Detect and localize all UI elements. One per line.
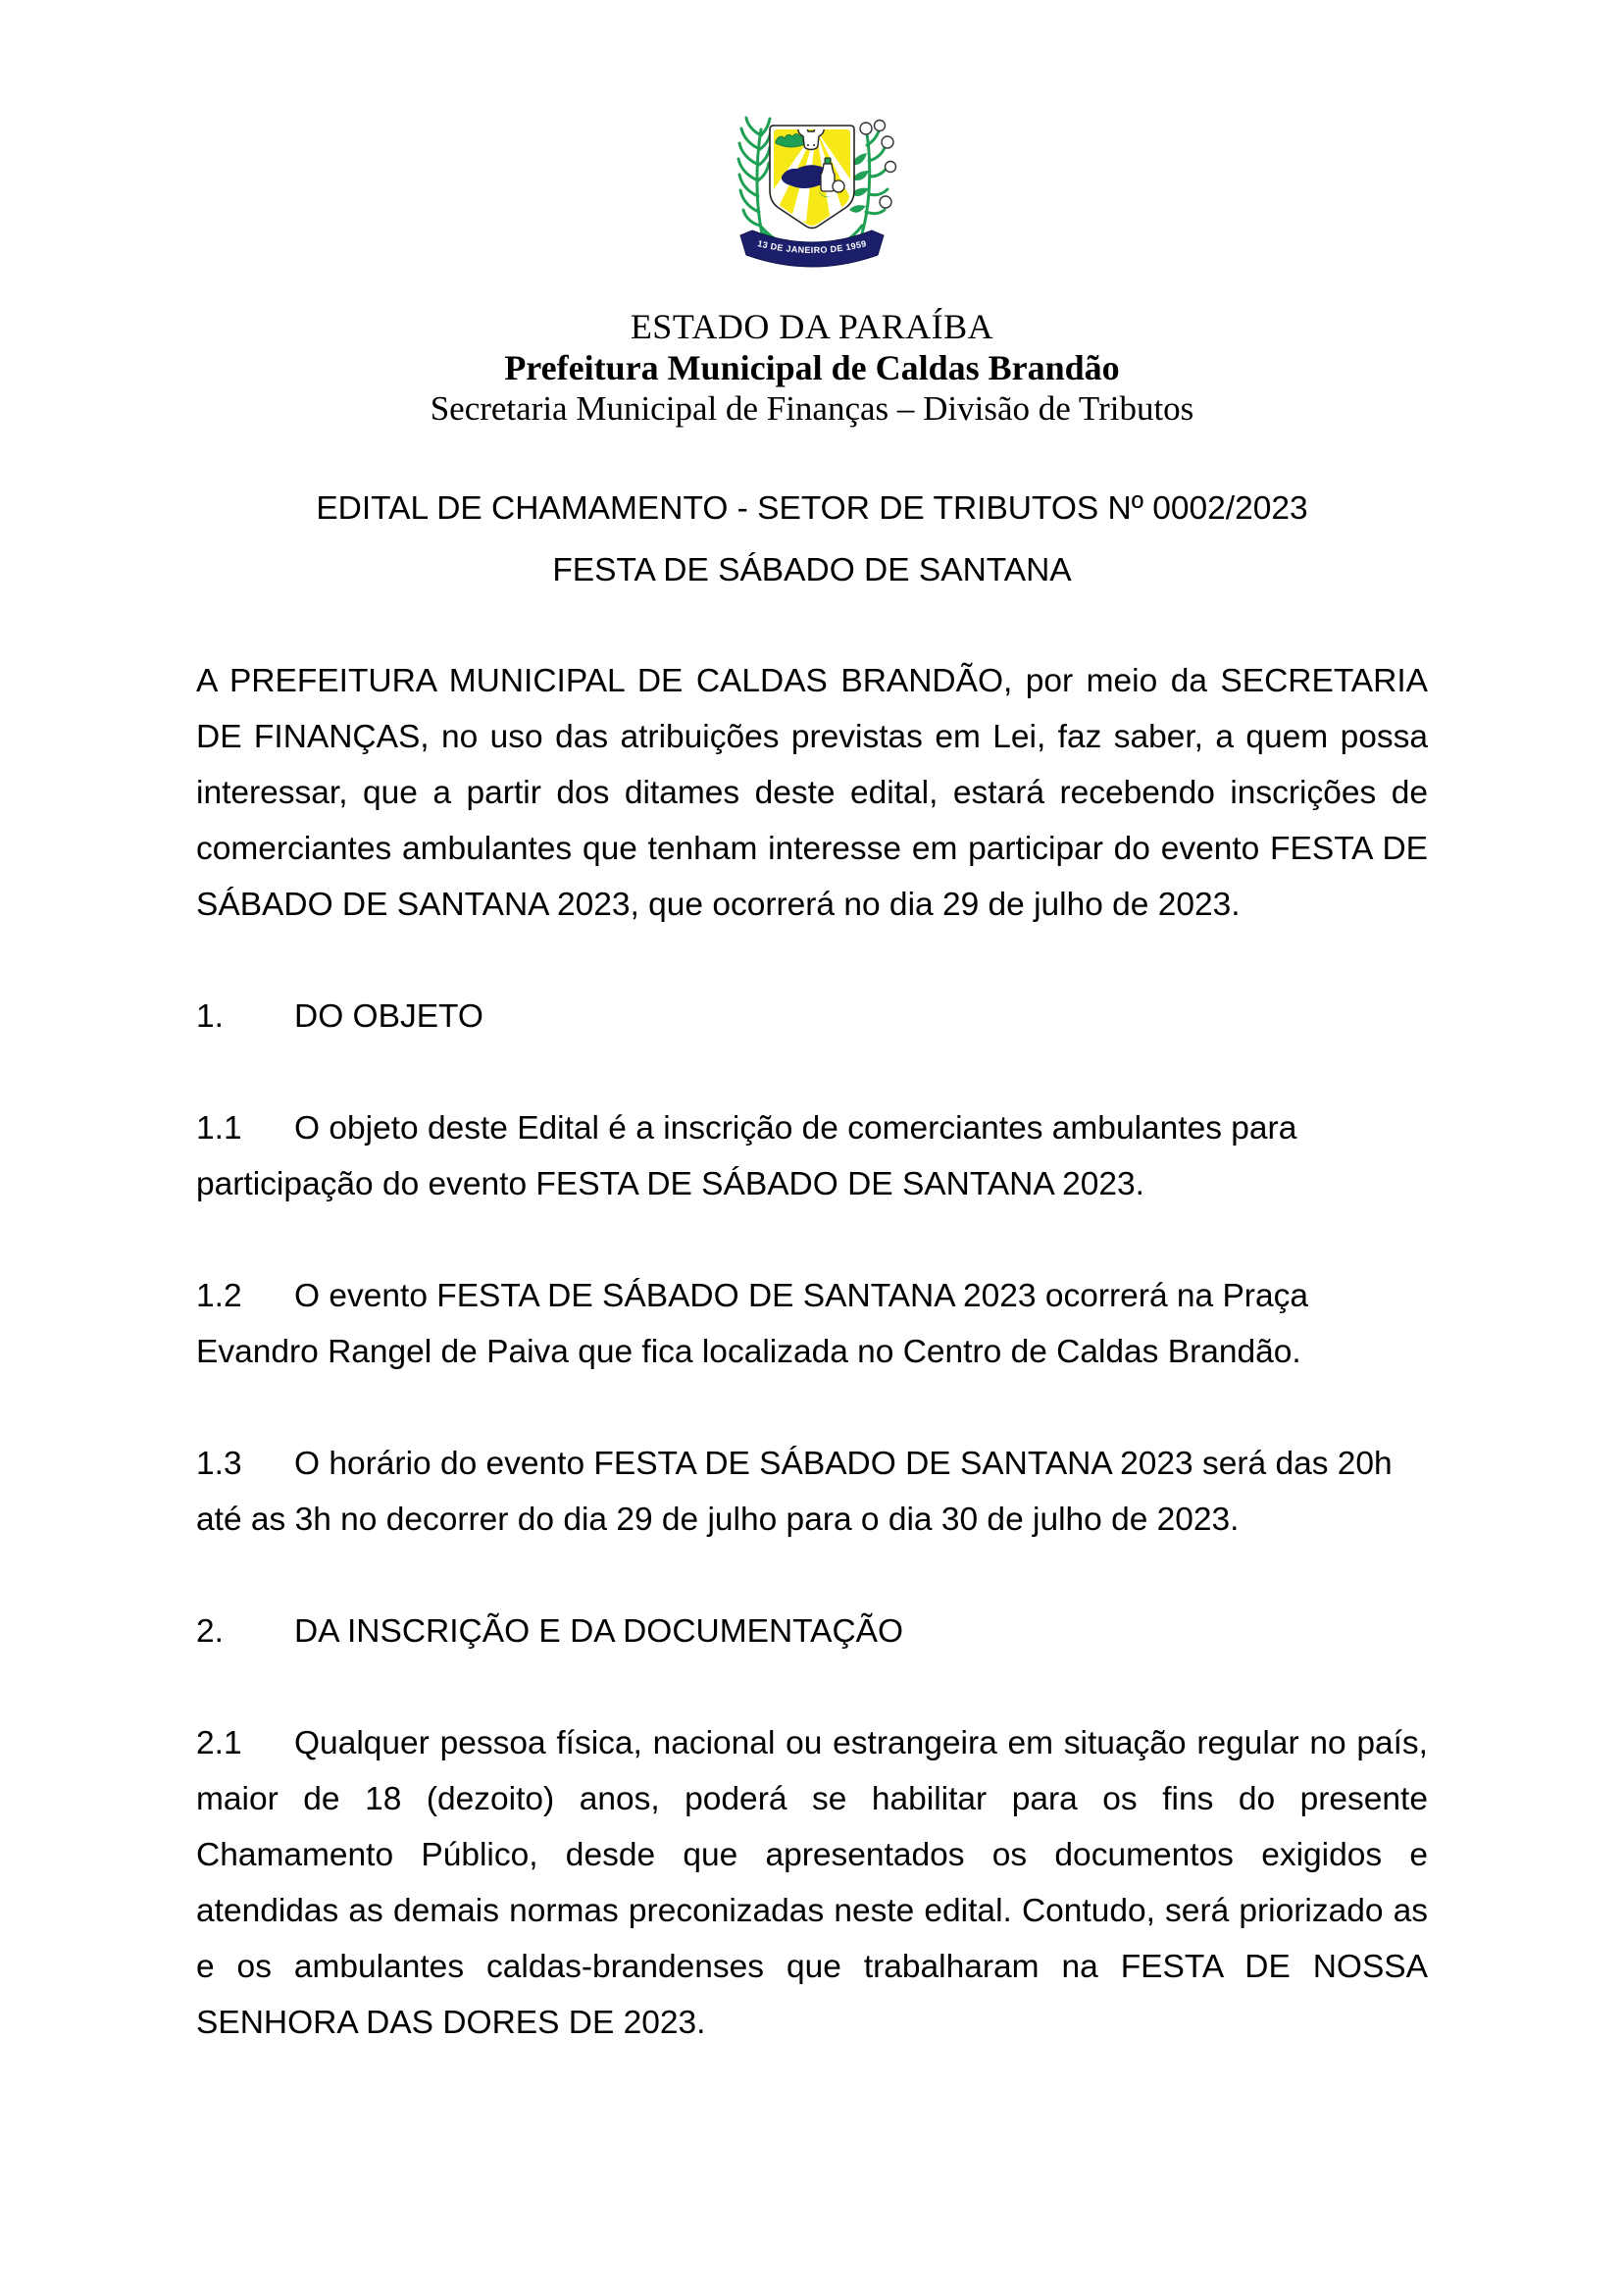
item-number: 1.2: [196, 1278, 242, 1314]
department-name: Secretaria Municipal de Finanças – Divisão de Tributos: [430, 389, 1194, 428]
ribbon-banner-text: 13 DE JANEIRO DE 1959: [756, 238, 868, 256]
letterhead: [0, 306, 1624, 430]
document-title: [0, 481, 1624, 598]
item-number: 2.1: [196, 1725, 242, 1761]
section-heading-text: DA INSCRIÇÃO E DA DOCUMENTAÇÃO: [294, 1613, 904, 1650]
item-number: 1.1: [196, 1110, 242, 1147]
municipal-coat-of-arms: [721, 116, 903, 282]
municipality-name: Prefeitura Municipal de Caldas Brandão: [504, 348, 1120, 387]
section-1-heading: [196, 989, 1428, 1045]
section-number: 2.: [196, 1613, 224, 1650]
item-2-1: [196, 1715, 1428, 2051]
item-1-2: [196, 1268, 1428, 1380]
item-text: O horário do evento FESTA DE SÁBADO DE SANTANA 2023 será das 20h até as 3h no decorrer do dia 29 de julho para o dia 30 de julho de 2023.: [196, 1446, 1393, 1538]
section-number: 1.: [196, 998, 224, 1035]
item-number: 1.3: [196, 1446, 242, 1482]
state-name: ESTADO DA PARAÍBA: [630, 307, 994, 346]
document-body: [196, 653, 1428, 2051]
section-2-heading: [196, 1604, 1428, 1659]
title-line-2: FESTA DE SÁBADO DE SANTANA: [552, 552, 1072, 588]
intro-paragraph: A PREFEITURA MUNICIPAL DE CALDAS BRANDÃO, por meio da SECRETARIA DE FINANÇAS, no uso das atribuições previstas em Lei, faz saber, a quem possa interessar, que a partir dos ditames deste edital, estará recebendo inscrições de comerciantes ambulantes que tenham interesse em participar do evento FESTA DE SÁBADO DE SANTANA 2023, que ocorrerá no dia 29 de julho de 2023.: [196, 663, 1428, 923]
item-1-1: [196, 1100, 1428, 1212]
item-1-3: [196, 1436, 1428, 1548]
ribbon-banner: [740, 230, 884, 267]
shield: [762, 125, 862, 229]
item-text: Qualquer pessoa física, nacional ou estrangeira em situação regular no país, maior de 18 (dezoito) anos, poderá se habilitar para os fins do presente Chamamento Público, desde que apresentados os documentos exigidos e atendidas as demais normas preconizadas neste edital. Contudo, será priorizado as e os ambulantes caldas-brandenses que trabalharam na FESTA DE NOSSA SENHORA DAS DORES DE 2023.: [196, 1725, 1428, 2041]
section-heading-text: DO OBJETO: [294, 998, 483, 1035]
item-text: O objeto deste Edital é a inscrição de comerciantes ambulantes para participação do evento FESTA DE SÁBADO DE SANTANA 2023.: [196, 1110, 1297, 1202]
item-text: O evento FESTA DE SÁBADO DE SANTANA 2023 ocorrerá na Praça Evandro Rangel de Paiva que fica localizada no Centro de Caldas Brandão.: [196, 1278, 1308, 1370]
title-line-1: EDITAL DE CHAMAMENTO - SETOR DE TRIBUTOS Nº 0002/2023: [316, 490, 1308, 527]
